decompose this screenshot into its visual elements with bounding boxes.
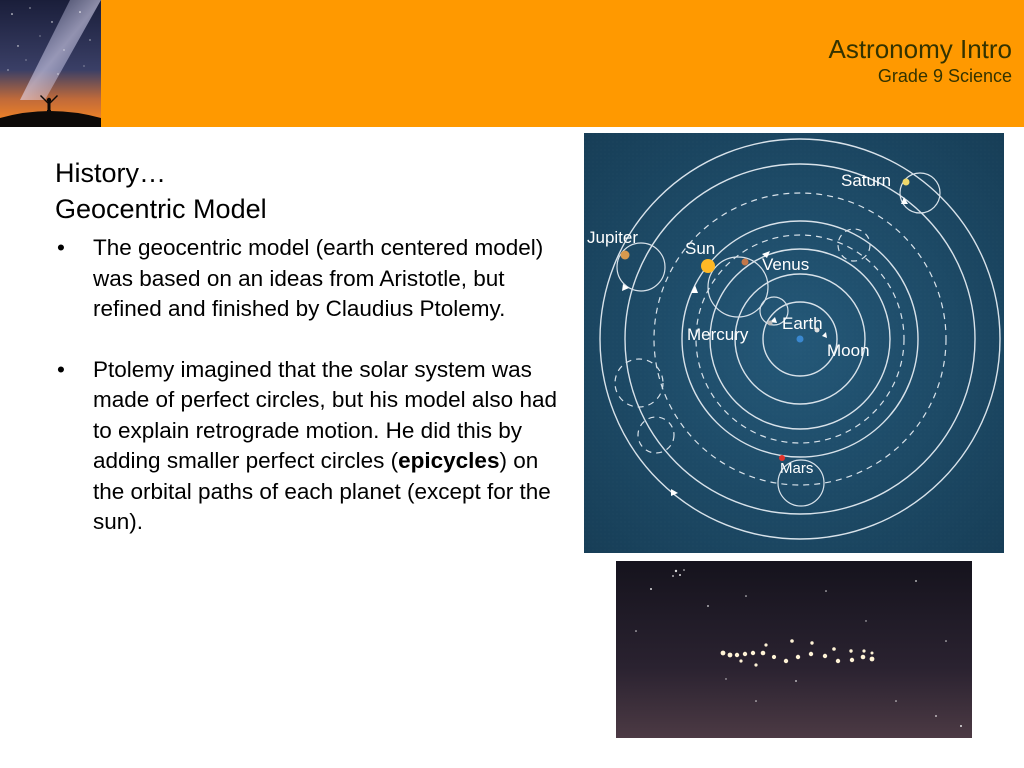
saturn-label: Saturn <box>841 171 892 190</box>
jupiter-dot <box>621 251 630 260</box>
slide-title: Astronomy Intro <box>828 34 1012 64</box>
bullet-text: The geocentric model (earth centered model) was based on an ideas from Aristotle, but refined and finished by Claudius Ptolemy. <box>93 235 544 321</box>
epicycles-bold: epicycles <box>398 448 500 473</box>
slide-body <box>55 155 565 538</box>
mercury-dot <box>768 321 773 326</box>
slide-subtitle: Grade 9 Science <box>877 66 1012 86</box>
header-bar <box>0 0 1024 127</box>
mercury-label: Mercury <box>687 325 749 344</box>
heading-geocentric-model: Geocentric Model <box>55 194 267 224</box>
bullet-item <box>55 355 565 538</box>
earth-dot <box>797 336 804 343</box>
moon-label: Moon <box>827 341 870 360</box>
milky-way-photo <box>0 0 101 127</box>
saturn-dot <box>903 179 910 186</box>
retrograde-motion-photo <box>616 561 972 738</box>
bullet-marker: • <box>57 235 65 260</box>
venus-label: Venus <box>762 255 810 274</box>
bullet-text-after: ) on the orbital paths of each planet (except for the sun). <box>93 448 551 534</box>
mars-label: Mars <box>780 460 814 477</box>
sun-label: Sun <box>685 239 716 258</box>
venus-dot <box>742 259 749 266</box>
bullet-item <box>55 233 565 325</box>
bullet-marker: • <box>57 356 65 382</box>
bullet-text-before: Ptolemy imagined that the solar system was made of perfect circles, but his model also had to explain retrograde motion. He did this by adding smaller perfect circles ( <box>93 356 557 473</box>
bullet-list <box>55 233 565 538</box>
heading-history: History… <box>55 158 167 188</box>
earth-label: Earth <box>782 314 823 333</box>
sun-dot <box>701 259 715 273</box>
geocentric-diagram <box>584 133 1004 553</box>
jupiter-label: Jupiter <box>587 228 639 247</box>
title-block <box>828 34 1012 88</box>
